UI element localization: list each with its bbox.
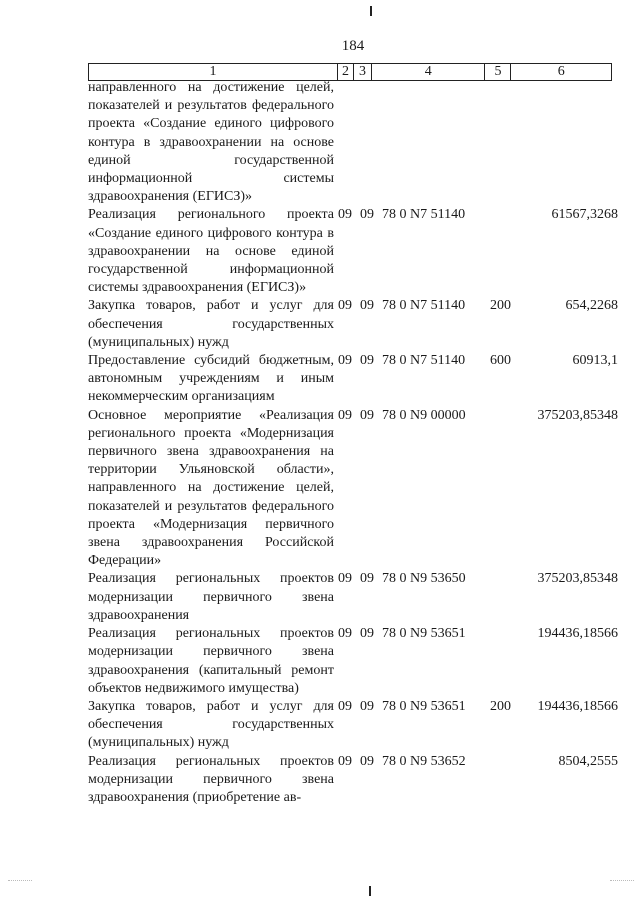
scan-margin-mark-left — [8, 880, 32, 883]
row-rz: 09 — [338, 571, 352, 587]
row-rz: 09 — [338, 753, 352, 769]
header-col-2: 2 — [338, 64, 354, 80]
row-pr: 09 — [360, 407, 374, 423]
row-csr: 78 0 N9 53651 — [382, 698, 466, 714]
row-csr: 78 0 N9 53651 — [382, 626, 466, 642]
row-csr: 78 0 N9 53650 — [382, 571, 466, 587]
crop-mark-bottom — [369, 886, 371, 896]
row-csr: 78 0 N9 53652 — [382, 753, 466, 769]
row-vr — [490, 79, 516, 206]
row-rz: 09 — [338, 298, 352, 314]
table-body — [88, 79, 618, 807]
row-sum: 60913,1 — [572, 353, 618, 369]
table-row — [88, 352, 618, 407]
row-pr: 09 — [360, 207, 374, 223]
table-row — [88, 297, 618, 352]
row-pr: 09 — [360, 298, 374, 314]
row-sum: 375203,85348 — [537, 407, 618, 423]
row-csr: 78 0 N7 51140 — [382, 298, 466, 314]
row-name: Реализация регионального проекта «Создание единого цифрового контура в здравоохранении на основе единой государственной информационной системы здравоохранения (ЕГИСЗ)» — [88, 207, 334, 296]
row-vr: 600 — [490, 353, 511, 369]
row-vr — [490, 407, 516, 571]
row-csr: 78 0 N7 51140 — [382, 207, 466, 223]
table-row — [88, 206, 618, 297]
row-sum: 8504,2555 — [558, 753, 618, 769]
header-col-5: 5 — [485, 64, 511, 80]
header-col-4: 4 — [372, 64, 486, 80]
row-name: Основное мероприятие «Реализация регионального проекта «Модернизация первичного звена здравоохранения на территории Ульяновской области», направленного на достижение целей, показателей и результатов федерального проекта «Модернизация первичного звена здравоохранения Российской Федерации» — [88, 407, 334, 569]
row-vr: 200 — [490, 298, 511, 314]
row-csr: 78 0 N9 00000 — [382, 407, 466, 423]
row-rz: 09 — [338, 698, 352, 714]
table-row — [88, 753, 618, 808]
page-number: 184 — [341, 38, 365, 54]
row-vr — [490, 206, 516, 297]
row-sum: 61567,3268 — [551, 207, 618, 223]
row-csr: 78 0 N7 51140 — [382, 353, 466, 369]
row-sum: 194436,18566 — [537, 698, 618, 714]
row-pr: 09 — [360, 698, 374, 714]
row-name: Реализация региональных проектов модернизации первичного звена здравоохранения (капитальный ремонт объектов недвижимого имущества) — [88, 626, 334, 696]
table-row — [88, 79, 618, 206]
row-rz: 09 — [338, 207, 352, 223]
row-vr — [490, 753, 516, 808]
row-name: Закупка товаров, работ и услуг для обеспечения государственных (муниципальных) нужд — [88, 698, 334, 751]
scan-margin-mark-right — [610, 880, 634, 883]
row-pr: 09 — [360, 353, 374, 369]
row-vr — [490, 625, 516, 698]
row-sum: 375203,85348 — [537, 571, 618, 587]
crop-mark-top — [370, 6, 372, 16]
row-csr — [382, 79, 490, 206]
row-rz — [338, 79, 360, 206]
row-rz: 09 — [338, 353, 352, 369]
table-row — [88, 625, 618, 698]
row-pr: 09 — [360, 571, 374, 587]
row-sum: 654,2268 — [565, 298, 618, 314]
row-rz: 09 — [338, 626, 352, 642]
table-row — [88, 698, 618, 753]
header-col-3: 3 — [354, 64, 372, 80]
row-name: Закупка товаров, работ и услуг для обеспечения государственных (муниципальных) нужд — [88, 298, 334, 350]
table-row — [88, 570, 618, 625]
row-vr — [490, 570, 516, 625]
row-vr: 200 — [490, 698, 511, 714]
row-name: Реализация региональных проектов модернизации первичного звена здравоохранения (приобретение ав- — [88, 753, 334, 805]
header-col-6: 6 — [557, 64, 565, 79]
row-name: направленного на достижение целей, показателей и результатов федерального проекта «Создание единого цифрового контура в здравоохранении на основе единой государственной информационной системы здравоохранения (ЕГИСЗ)» — [88, 80, 334, 205]
row-name: Реализация региональных проектов модернизации первичного звена здравоохранения — [88, 571, 334, 623]
row-sum: 194436,18566 — [537, 626, 618, 642]
row-pr: 09 — [360, 753, 374, 769]
header-col-1: 1 — [89, 64, 338, 80]
row-name: Предоставление субсидий бюджетным, автономным учреждениям и иным некоммерческим организациям — [88, 353, 334, 405]
row-sum — [516, 79, 618, 206]
row-pr — [360, 79, 382, 206]
row-rz: 09 — [338, 407, 352, 423]
table-row — [88, 407, 618, 571]
row-pr: 09 — [360, 626, 374, 642]
